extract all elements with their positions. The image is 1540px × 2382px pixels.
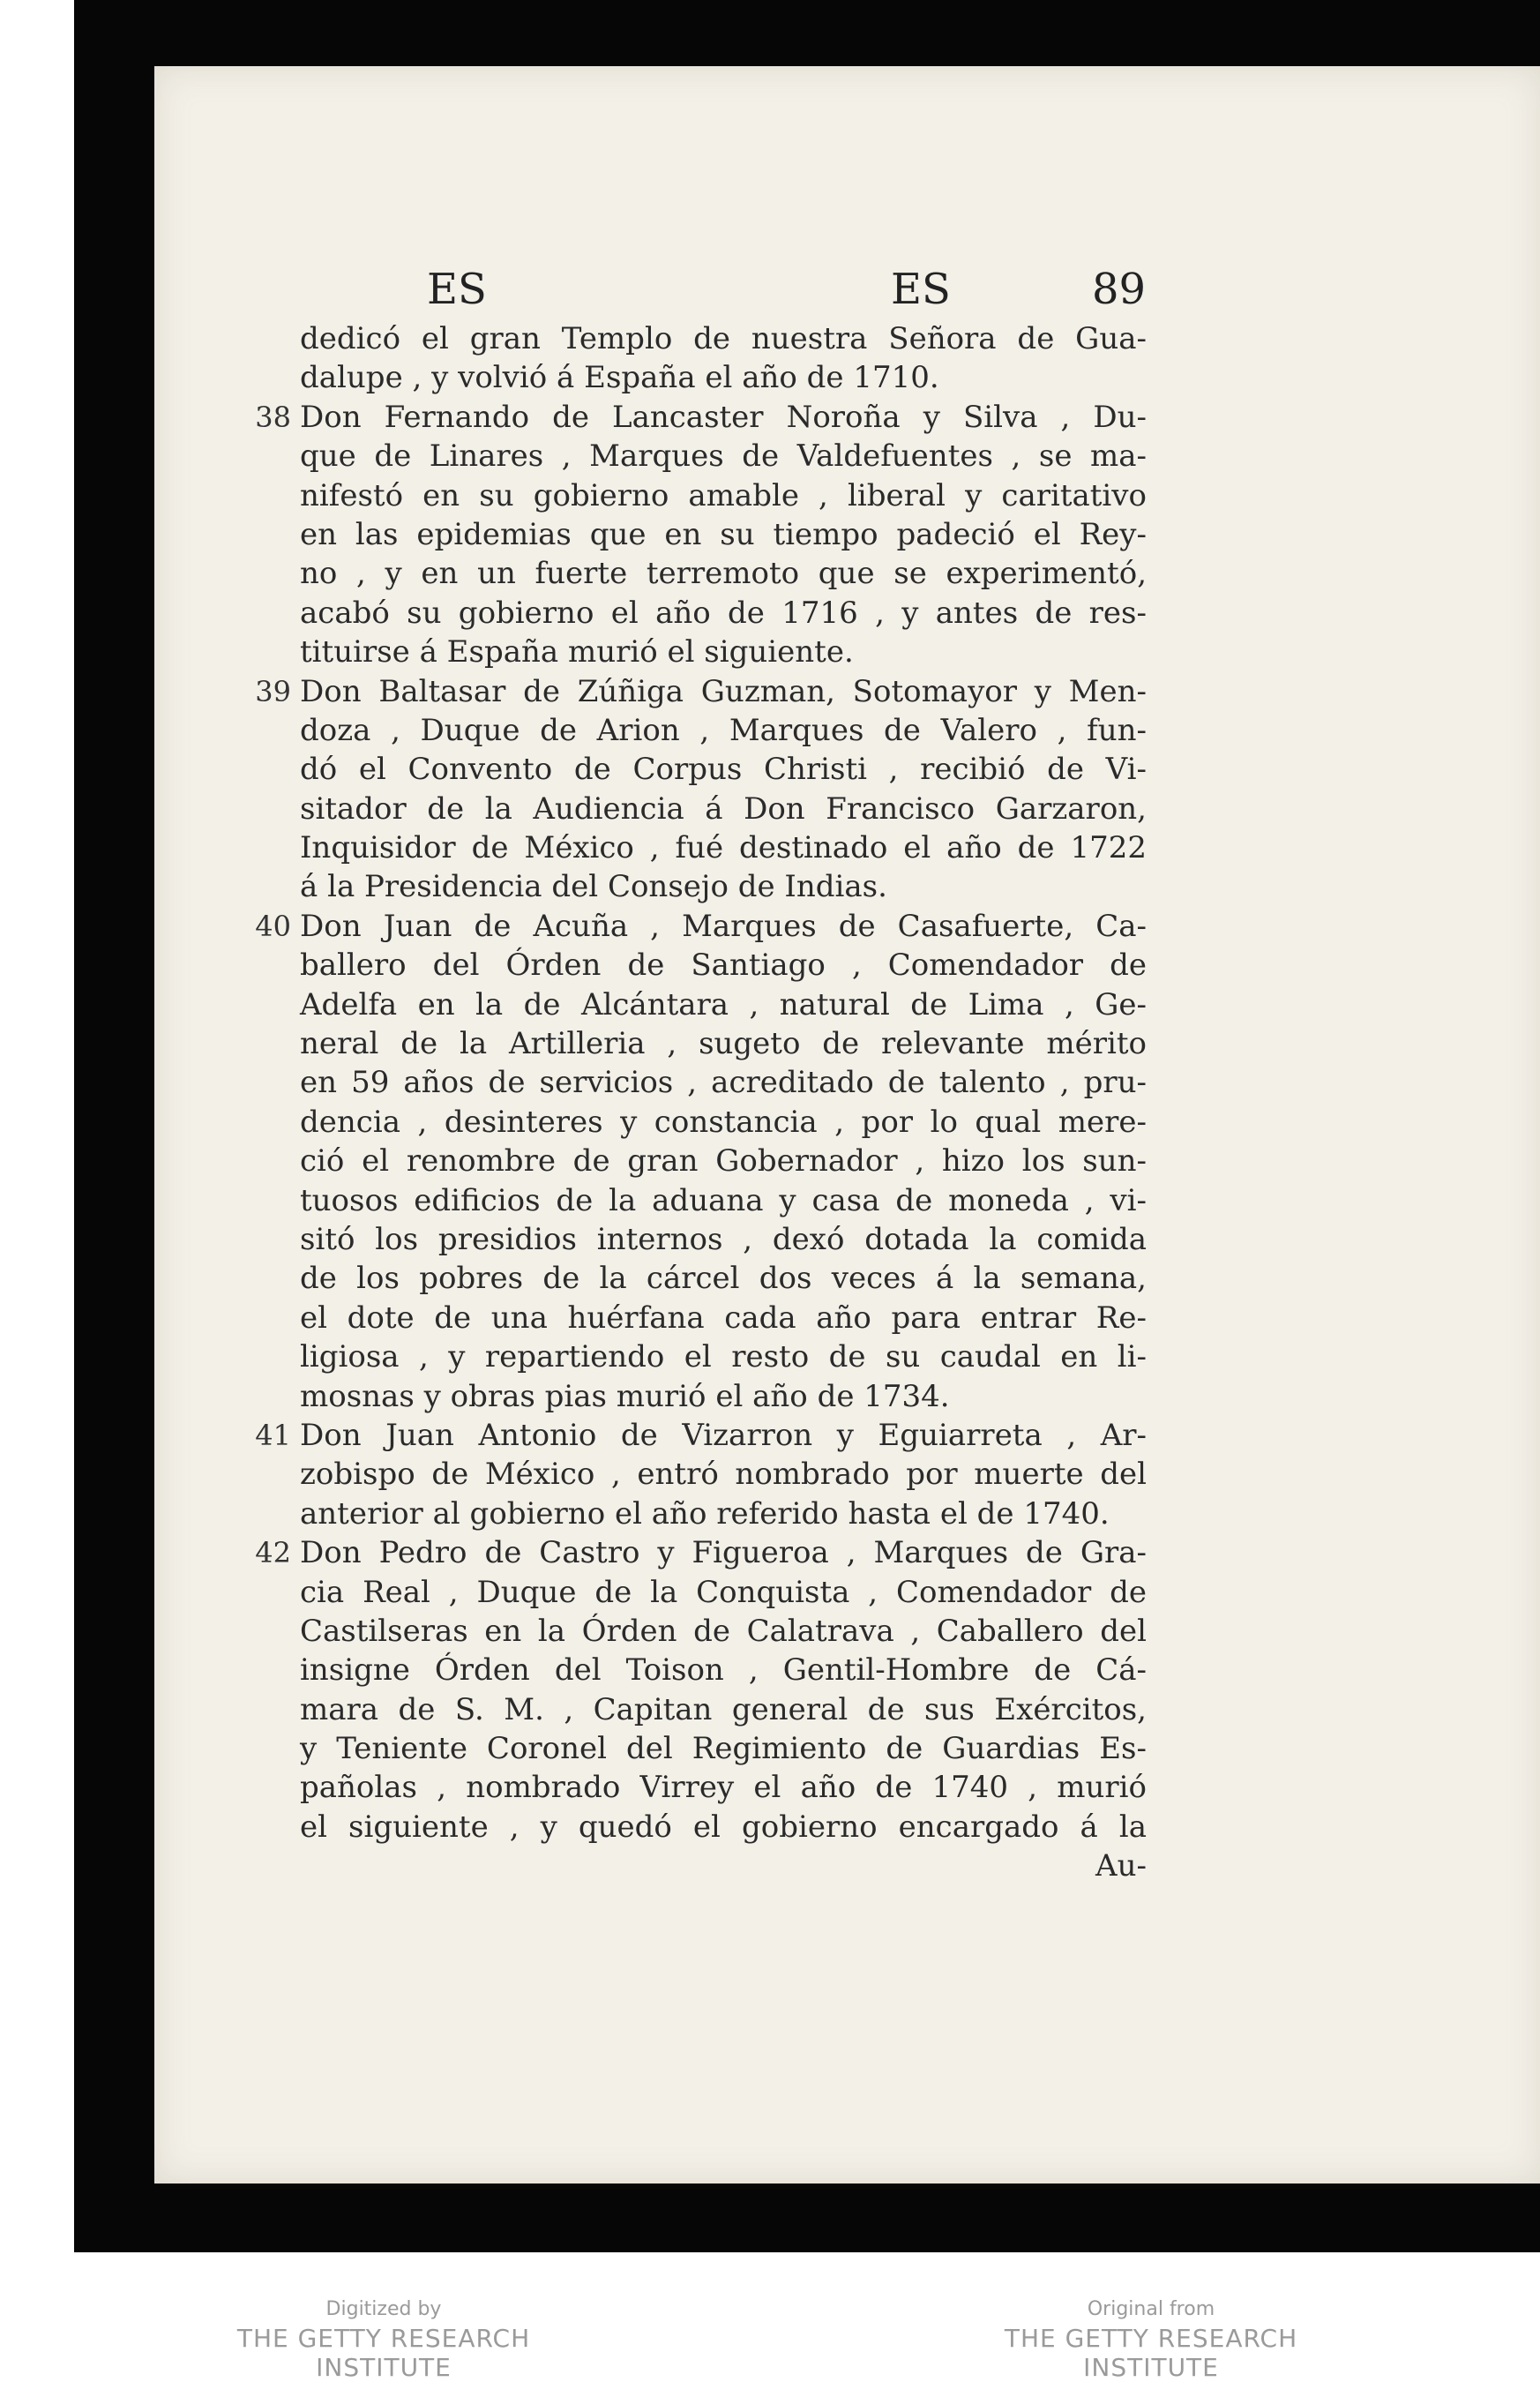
text-line: no , y en un fuerte terremoto que se experimentó,: [300, 556, 1147, 592]
entry-number: 40: [255, 909, 291, 943]
text-line: sitador de la Audiencia á Don Francisco Garzaron,: [300, 790, 1147, 827]
text-line: mara de S. M. , Capitan general de sus Exércitos,: [300, 1691, 1147, 1727]
text-line: insigne Órden del Toison , Gentil-Hombre de Cá-: [300, 1652, 1147, 1689]
text-line: Don Pedro de Castro y Figueroa , Marques de Gra-: [300, 1535, 1147, 1571]
page-number: 89: [1092, 265, 1147, 314]
text-line: el dote de una huérfana cada año para entrar Re-: [300, 1300, 1147, 1336]
entry-39: [255, 672, 1147, 907]
footer-digitized-label: Digitized by: [325, 2298, 442, 2320]
catchword: Au-: [1095, 1848, 1147, 1884]
text-line: Don Juan de Acuña , Marques de Casafuerte, Ca-: [300, 908, 1147, 944]
text-line: ligiosa , y repartiendo el resto de su caudal en li-: [300, 1339, 1147, 1375]
text-line: Don Baltasar de Zúñiga Guzman, Sotomayor y Men-: [300, 673, 1147, 709]
text-line: que de Linares , Marques de Valdefuentes , se ma-: [300, 438, 1147, 475]
text-line: Don Juan Antonio de Vizarron y Eguiarreta , Ar-: [300, 1417, 1147, 1453]
text-line: dó el Convento de Corpus Christi , recibió de Vi-: [300, 752, 1147, 788]
text-line: tuosos edificios de la aduana y casa de moneda , vi-: [300, 1182, 1147, 1218]
text-line: dedicó el gran Templo de nuestra Señora de Gua-: [300, 321, 1147, 356]
text-line: Don Fernando de Lancaster Noroña y Silva , Du-: [300, 399, 1147, 435]
footer-original-from: [944, 2298, 1358, 2382]
text-line: doza , Duque de Arion , Marques de Valero , fun-: [300, 712, 1147, 748]
text-line: el siguiente , y quedó el gobierno encargado á la: [300, 1809, 1147, 1845]
text-line: en las epidemias que en su tiempo padeció el Rey-: [300, 516, 1147, 552]
text-line: neral de la Artilleria , sugeto de relevante mérito: [300, 1026, 1147, 1062]
text-line: Castilseras en la Órden de Calatrava , Caballero del: [300, 1613, 1147, 1649]
text-line: en 59 años de servicios , acreditado de talento , pru-: [300, 1065, 1147, 1101]
running-head: [0, 265, 1540, 318]
footer-original-label: Original from: [1087, 2298, 1215, 2320]
entry-number: 39: [255, 674, 291, 708]
text-line: á la Presidencia del Consejo de Indias.: [300, 869, 887, 905]
entry-number: 41: [255, 1418, 291, 1452]
text-line: acabó su gobierno el año de 1716 , y antes de res-: [300, 595, 1147, 631]
entry-40: [255, 907, 1147, 1416]
text-line: mosnas y obras pias murió el año de 1734.: [300, 1378, 950, 1414]
text-line: sitó los presidios internos , dexó dotada la comida: [300, 1221, 1147, 1257]
footer-digitizer-name: THE GETTY RESEARCH INSTITUTE: [236, 2324, 531, 2382]
entry-number: 42: [255, 1536, 291, 1570]
text-line: dalupe , y volvió á España el año de 1710.: [300, 360, 939, 396]
entry-42: [255, 1533, 1147, 1886]
text-line: Inquisidor de México , fué destinado el año de 1722: [300, 830, 1147, 866]
text-line: cia Real , Duque de la Conquista , Comendador de: [300, 1574, 1147, 1610]
entry-number: 38: [255, 400, 291, 434]
text-line: de los pobres de la cárcel dos veces á la semana,: [300, 1261, 1147, 1297]
entry-38: [255, 398, 1147, 672]
footer-original-name: THE GETTY RESEARCH INSTITUTE: [1004, 2324, 1298, 2382]
text-line: zobispo de México , entró nombrado por muerte del: [300, 1457, 1147, 1493]
footer-digitized-by: [176, 2298, 591, 2382]
running-head-center: ES: [891, 265, 951, 314]
text-line: dencia , desinteres y constancia , por lo qual mere-: [300, 1104, 1147, 1140]
text-line: anterior al gobierno el año referido hasta el de 1740.: [300, 1495, 1110, 1532]
text-line: pañolas , nombrado Virrey el año de 1740 , murió: [300, 1770, 1147, 1806]
running-head-left: ES: [427, 265, 487, 314]
text-line: nifestó en su gobierno amable , liberal y caritativo: [300, 477, 1147, 513]
entry-41: [255, 1416, 1147, 1533]
text-line: ballero del Órden de Santiago , Comendador de: [300, 948, 1147, 984]
text-line: tituirse á España murió el siguiente.: [300, 634, 854, 670]
text-line: y Teniente Coronel del Regimiento de Guardias Es-: [300, 1731, 1147, 1767]
text-line: ció el renombre de gran Gobernador , hizo los sun-: [300, 1143, 1147, 1180]
body-text: [255, 319, 1147, 1886]
text-line: Adelfa en la de Alcántara , natural de Lima , Ge-: [300, 986, 1147, 1022]
entry-continuation: [300, 319, 1147, 398]
